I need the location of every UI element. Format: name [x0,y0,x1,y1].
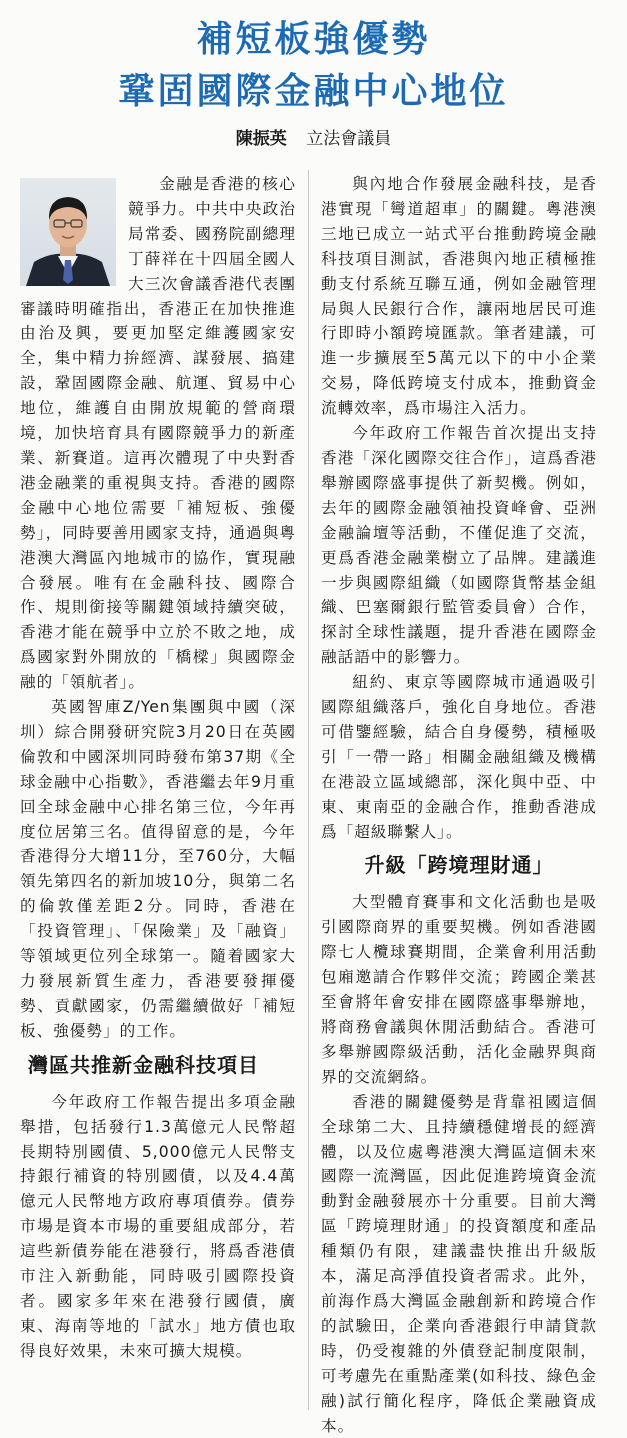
left-paragraph-3: 今年政府工作報告提出多項金融舉措，包括發行1.3萬億元人民幣超長期特別國債、5,000億元人民幣支持銀行補資的特別國債，以及4.4萬億元人民幣地方政府專項債券。債券市場是資本市場的重要組成部分，若這些新債券能在港發行，將爲香港債市注入新動能，同時吸引國際投資者。國家多年來在港發行國債，廣東、海南等地的「試水」地方債也取得良好效果，未來可擴大規模。 [20,1092,296,1360]
headline-line-1: 補短板強優勢 [196,19,431,60]
left-column [20,172,296,1364]
section-heading-greater-bay-fintech: 灣區共推新金融科技項目 [28,1052,259,1077]
section-heading-wealth-connect: 升級「跨境理財通」 [364,853,554,878]
author-name: 陳振英 [235,129,287,149]
author-role: 立法會議員 [306,129,392,149]
column-divider [308,170,309,1410]
left-paragraph-1: 金融是香港的核心競爭力。中共中央政治局常委、國務院副總理丁薛祥在十四屆全國人大三次會議香港代表團審議時明確指出，香港正在加快推進由治及興，要更加堅定維護國家安全，集中精力拚經濟、謀發展、搞建設，鞏固國際金融、航運、貿易中心地位，維護自由開放規範的營商環境，加快培育具有國際競爭力的新產業、新賽道。這再次體現了中央對香港金融業的重視與支持。香港的國際金融中心地位需要「補短板、強優勢」，同時要善用國家支持，通過與粵港澳大灣區內地城市的協作，實現融合發展。唯有在金融科技、國際合作、規則銜接等關鍵領域持續突破，香港才能在競爭中立於不敗之地，成爲國家對外開放的「橋樑」與國際金融的「領航者」。 [20,175,296,692]
left-paragraph-2: 英國智庫Z/Yen集團與中國（深圳）綜合開發研究院3月20日在英國倫敦和中國深圳同時發布第37期《全球金融中心指數》，香港繼去年9月重回全球金融中心排名第三位，今年再度位居第三名。值得留意的是，今年香港得分大增11分，至760分，大幅領先第四名的新加坡10分，與第二名的倫敦僅差距2分。同時，香港在「投資管理」、「保險業」及「融資」等領域更位列全球第一。隨着國家大力發展新質生產力，香港要發揮優勢、貢獻國家，仍需繼續做好「補短板、強優勢」的工作。 [20,698,296,1040]
byline [0,128,627,150]
right-paragraph-2: 今年政府工作報告首次提出支持香港「深化國際交往合作」，這爲香港舉辦國際盛事提供了新契機。例如，去年的國際金融領袖投資峰會、亞洲金融論壇等活動，不僅促進了交流，更爲香港金融業樹立了品牌。建議進一步與國際組織（如國際貨幣基金組織、巴塞爾銀行監管委員會）合作，探討全球性議題，提升香港在國際金融話語中的影響力。 [321,424,597,667]
right-paragraph-3: 紐約、東京等國際城市通過吸引國際組織落戶，強化自身地位。香港可借鑒經驗，結合自身優勢，積極吸引「一帶一路」相關金融組織及機構在港設立區域總部，深化與中亞、中東、東南亞的金融合作，推動香港成爲「超級聯繫人」。 [321,673,597,841]
right-paragraph-5: 香港的關鍵優勢是背靠祖國這個全球第二大、且持續穩健增長的經濟體，以及位處粵港澳大灣區這個未來國際一流灣區，因此促進跨境資金流動對金融發展亦十分重要。目前大灣區「跨境理財通」的投資額度和產品種類仍有限，建議盡快推出升級版本，滿足高淨值投資者需求。此外，前海作爲大灣區金融創新和跨境合作的試驗田，企業向香港銀行申請貸款時，仍受複雜的外債登記制度限制，可考慮先在重點產業(如科技、綠色金融)試行簡化程序，降低企業融資成本。 [321,1092,597,1435]
right-paragraph-4: 大型體育賽事和文化活動也是吸引國際商界的重要契機。例如香港國際七人欖球賽期間，企業會利用活動包廂邀請合作夥伴交流；跨國企業甚至會將年會安排在國際盛事舉辦地，將商務會議與休閒活動結合。香港可多舉辦國際級活動，活化金融界與商界的交流網絡。 [321,893,597,1086]
right-paragraph-1: 與內地合作發展金融科技，是香港實現「彎道超車」的關鍵。粵港澳三地已成立一站式平台推動跨境金融科技項目測試，香港與內地正積極推動支付系統互聯互通，例如金融管理局與人民銀行合作，讓兩地居民可進行即時小額跨境匯款。筆者建議，可進一步擴展至5萬元以下的中小企業交易，降低跨境支付成本，推動資金流轉效率，爲市場注入活力。 [321,175,597,418]
headline-line-2: 鞏固國際金融中心地位 [118,71,509,112]
author-photo [20,178,116,286]
right-column [321,172,597,1438]
